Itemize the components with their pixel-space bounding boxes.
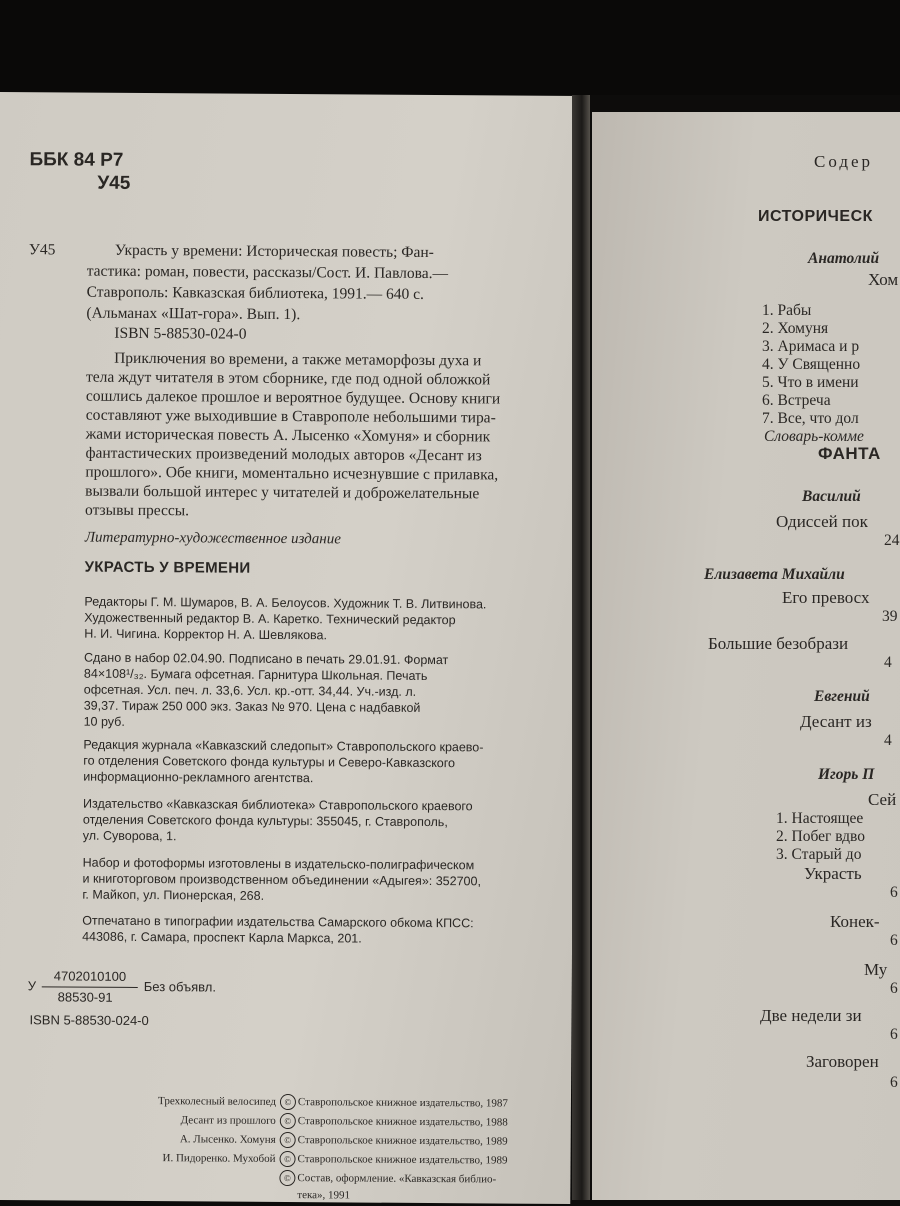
index-code: У45 bbox=[97, 172, 131, 194]
fraction-line bbox=[42, 986, 138, 988]
author: Анатолий bbox=[808, 250, 880, 267]
work-title: Украсть bbox=[804, 864, 862, 883]
author: Елизавета Михайли bbox=[704, 566, 845, 583]
chapter-item: 1. Настоящее bbox=[776, 810, 864, 827]
isbn-bottom: ISBN 5-88530-024-0 bbox=[29, 1012, 149, 1029]
page-number: 6 bbox=[890, 1074, 898, 1091]
page-number: 4 bbox=[884, 654, 892, 671]
copyright-text: Ставропольское книжное издательство, 1989 bbox=[297, 1134, 508, 1148]
chapter-item: 3. Аримаса и р bbox=[762, 338, 860, 355]
entry-line: (Альманах «Шат-гора». Вып. 1). bbox=[86, 304, 301, 324]
publisher-line: Издательство «Кавказская библиотека» Ставропольского краевого bbox=[82, 796, 473, 814]
page-number: 6 bbox=[890, 932, 898, 949]
fraction-letter: У bbox=[27, 978, 37, 994]
author: Евгений bbox=[814, 688, 870, 705]
editorial-line: информационно-рекламного агентства. bbox=[83, 769, 314, 786]
copyright-symbol: © bbox=[280, 1113, 296, 1129]
typeset-line: и книготорговом производственном объединении «Адыгея»: 352700, bbox=[82, 871, 481, 889]
copyright-title: Десант из прошлого bbox=[180, 1114, 276, 1127]
contents-page bbox=[592, 112, 900, 1200]
author: Игорь П bbox=[818, 766, 875, 783]
edition-type: Литературно-художественное издание bbox=[84, 529, 341, 548]
editorial-line: Редакция журнала «Кавказский следопыт» Ставропольского краево- bbox=[83, 737, 484, 755]
work-title: Заговорен bbox=[806, 1052, 879, 1071]
print-line: 10 руб. bbox=[83, 714, 125, 729]
copyright-text: тека», 1991 bbox=[297, 1189, 351, 1202]
chapter-item: 5. Что в имени bbox=[762, 374, 859, 391]
section-historical: ИСТОРИЧЕСК bbox=[758, 208, 873, 225]
imprint-page bbox=[0, 92, 578, 1204]
work-title: Две недели зи bbox=[760, 1006, 862, 1025]
editorial-line: го отделения Советского фонда культуры и Северо-Кавказского bbox=[83, 753, 456, 771]
bbk-code: ББК 84 Р7 bbox=[29, 149, 124, 171]
copyright-text: Ставропольское книжное издательство, 1987 bbox=[297, 1096, 508, 1110]
page-number: 24 bbox=[884, 532, 900, 549]
author: Василий bbox=[802, 488, 861, 505]
copyright-symbol: © bbox=[280, 1132, 296, 1148]
publisher-line: отделения Советского фонда культуры: 355045, г. Ставрополь, bbox=[82, 812, 448, 830]
annotation-line: фантастических произведений молодых авторов «Десант из bbox=[85, 444, 482, 465]
page-number: 39 bbox=[882, 608, 898, 625]
printed-line: Отпечатано в типографии издательства Самарского обкома КПСС: bbox=[82, 913, 474, 931]
annotation-line: отзывы прессы. bbox=[85, 501, 190, 520]
copyright-title: А. Лысенко. Хомуня bbox=[179, 1133, 276, 1146]
publisher-line: ул. Суворова, 1. bbox=[82, 828, 177, 844]
work-title: Конек- bbox=[830, 912, 880, 931]
work-title: Хом bbox=[868, 270, 899, 289]
work-title: Сей bbox=[868, 790, 897, 809]
chapter-item: 2. Побег вдво bbox=[776, 828, 866, 845]
entry-line: Ставрополь: Кавказская библиотека, 1991.— 640 с. bbox=[86, 283, 424, 303]
page-number: 6 bbox=[890, 1026, 898, 1043]
isbn: ISBN 5-88530-024-0 bbox=[114, 324, 247, 343]
section-fantasy: ФАНТА bbox=[818, 444, 881, 463]
copyright-symbol: © bbox=[280, 1151, 296, 1167]
annotation-line: вызвали большой интерес у читателей и доброжелательные bbox=[85, 482, 480, 503]
page-number: 4 bbox=[884, 732, 892, 749]
chapter-item: 1. Рабы bbox=[762, 302, 812, 319]
book-title: УКРАСТЬ У ВРЕМЕНИ bbox=[84, 558, 251, 577]
copyright-title: И. Пидоренко. Мухобой bbox=[162, 1152, 276, 1165]
work-title: Десант из bbox=[800, 712, 872, 731]
editors-line: Н. И. Чигина. Корректор Н. А. Шевлякова. bbox=[84, 626, 328, 643]
entry-line: Украсть у времени: Историческая повесть; Фан- bbox=[114, 241, 434, 262]
chapter-item: 7. Все, что дол bbox=[762, 410, 859, 427]
annotation-line: сошлись далекое прошлое и вероятное будущее. Основу книги bbox=[85, 387, 501, 408]
annotation-line: составляют уже выходившие в Ставрополе небольшими тира- bbox=[85, 406, 496, 427]
page-number: 6 bbox=[890, 980, 898, 997]
typeset-line: г. Майкоп, ул. Пионерская, 268. bbox=[82, 887, 265, 903]
editors-line: Художественный редактор В. А. Каретко. Технический редактор bbox=[84, 610, 456, 628]
chapter-item: 4. У Священно bbox=[762, 356, 861, 373]
annotation-line: тела ждут читателя в этом сборнике, где под одной обложкой bbox=[85, 368, 491, 389]
copyright-text: Состав, оформление. «Кавказская библио- bbox=[297, 1172, 497, 1186]
copyright-row bbox=[0, 1092, 571, 1110]
copyright-symbol: © bbox=[280, 1094, 296, 1110]
work-title: Одиссей пок bbox=[776, 512, 868, 531]
work-title: Му bbox=[864, 960, 888, 979]
entry-code: У45 bbox=[28, 241, 56, 259]
print-line: офсетная. Усл. печ. л. 33,6. Усл. кр.-отт. 34,44. Уч.-изд. л. bbox=[83, 682, 417, 699]
background-top bbox=[0, 0, 900, 95]
copyright-title: Трехколесный велосипед bbox=[158, 1095, 276, 1108]
typeset-line: Набор и фотоформы изготовлены в издательско-полиграфическом bbox=[82, 855, 475, 873]
copyright-symbol: © bbox=[279, 1170, 295, 1186]
fraction-denominator: 88530-91 bbox=[57, 989, 113, 1005]
work-title: Большие безобрази bbox=[708, 634, 849, 653]
page-number: 6 bbox=[890, 884, 898, 901]
chapter-item: 3. Старый до bbox=[776, 846, 862, 863]
entry-line: тастика: роман, повести, рассказы/Сост. И. Павлова.— bbox=[86, 262, 449, 283]
copyright-text: Ставропольское книжное издательство, 1988 bbox=[297, 1115, 508, 1129]
annotation-line: жами историческая повесть А. Лысенко «Хомуня» и сборник bbox=[85, 425, 491, 446]
editors-line: Редакторы Г. М. Шумаров, В. А. Белоусов. Художник Т. В. Литвинова. bbox=[84, 594, 487, 612]
work-title: Его превосх bbox=[782, 588, 870, 607]
annotation-line: Приключения во времени, а также метаморфозы духа и bbox=[114, 349, 482, 370]
print-line: Сдано в набор 02.04.90. Подписано в печать 29.01.91. Формат bbox=[84, 650, 449, 668]
print-line: 84×108¹/₃₂. Бумага офсетная. Гарнитура Школьная. Печать bbox=[83, 666, 428, 683]
printed-line: 443086, г. Самара, проспект Карла Маркса, 201. bbox=[82, 929, 362, 946]
copyright-text: Ставропольское книжное издательство, 1989 bbox=[297, 1153, 508, 1167]
annotation-line: прошлого». Обе книги, моментально исчезнувшие с прилавка, bbox=[85, 463, 499, 484]
print-line: 39,37. Тираж 250 000 экз. Заказ № 970. Цена с надбавкой bbox=[83, 698, 421, 715]
contents-header: Содер bbox=[814, 152, 874, 171]
fraction-numerator: 4702010100 bbox=[53, 968, 127, 984]
chapter-item: 6. Встреча bbox=[762, 392, 831, 409]
fraction-note: Без объявл. bbox=[143, 979, 217, 995]
glossary: Словарь-комме bbox=[764, 428, 864, 445]
book-gutter bbox=[572, 95, 590, 1200]
chapter-item: 2. Хомуня bbox=[762, 320, 829, 337]
